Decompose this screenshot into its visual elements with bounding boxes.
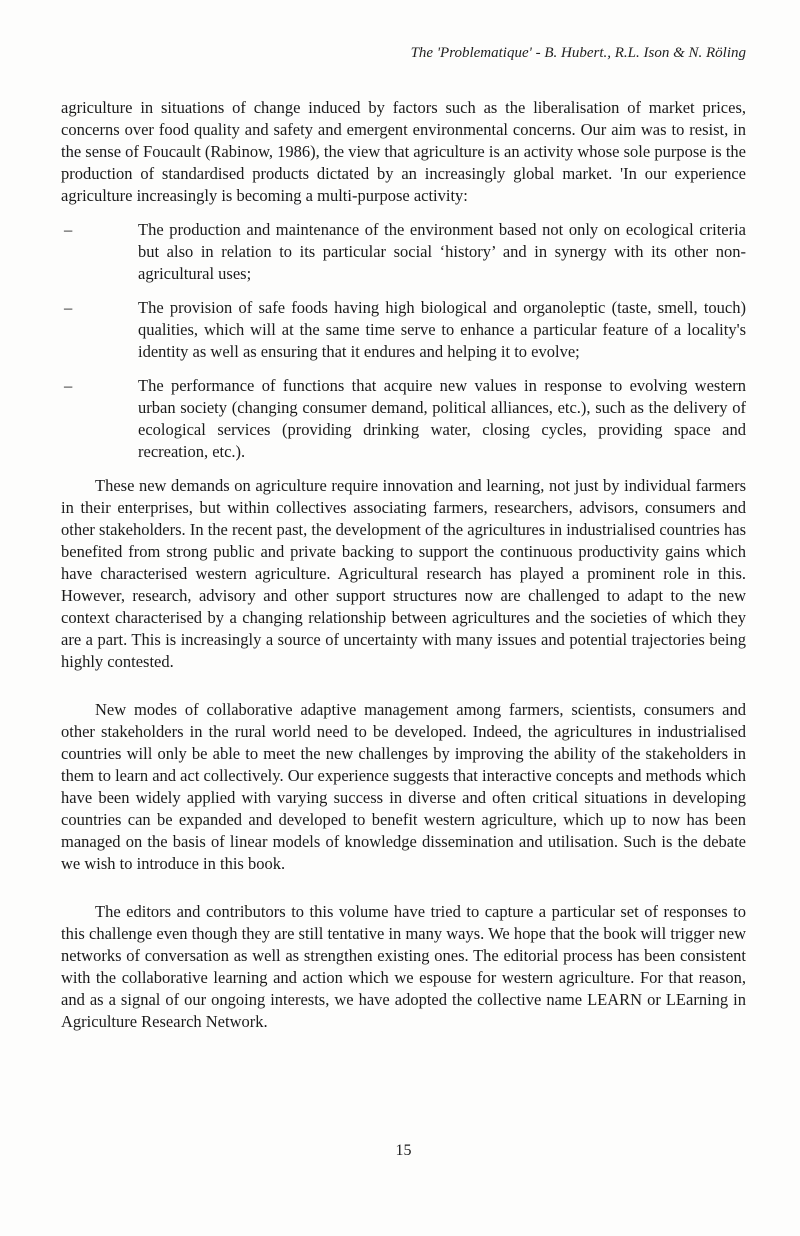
- page-number: 15: [395, 1142, 412, 1159]
- dash-marker: –: [64, 376, 73, 395]
- list-item: [61, 297, 746, 363]
- body-paragraph: These new demands on agriculture require innovation and learning, not just by individual farmers in their enterprises, but within collectives associating farmers, researchers, advisors, consumers and other stakeholders. In the recent past, the development of the agricultures in industrialised countries has benefited from strong public and private backing to support the continuous productivity gains which have characterised western agriculture. Agricultural research has played a prominent role in this. However, research, advisory and other support structures now are challenged to adapt to the new context characterised by a changing relationship between agricultures and the societies of which they are a part. This is increasingly a source of uncertainty with many issues and potential trajectories being highly contested.: [61, 476, 746, 671]
- page-body: [61, 97, 746, 1033]
- running-header: The 'Problematique' - B. Hubert., R.L. Ison & N. Röling: [410, 45, 746, 61]
- list-item: [61, 219, 746, 285]
- dash-marker: –: [64, 220, 73, 239]
- body-paragraph: The editors and contributors to this volume have tried to capture a particular set of responses to this challenge even though they are still tentative in many ways. We hope that the book will trigger new networks of conversation as well as strengthen existing ones. The editorial process has been consistent with the collaborative learning and action which we espouse for western agriculture. For that reason, and as a signal of our ongoing interests, we have adopted the collective name LEARN or LEarning in Agriculture Research Network.: [61, 902, 746, 1031]
- list-item: [61, 375, 746, 463]
- bullet-list: [61, 219, 746, 463]
- paragraph-intro: agriculture in situations of change induced by factors such as the liberalisation of market prices, concerns over food quality and safety and emergent environmental concerns. Our aim was to resist, in the sense of Foucault (Rabinow, 1986), the view that agriculture is an activity whose sole purpose is the production of standardised products dictated by an increasingly global market. 'In our experience agriculture increasingly is becoming a multi-purpose activity:: [61, 98, 746, 205]
- dash-marker: –: [64, 298, 73, 317]
- list-item-text: The provision of safe foods having high biological and organoleptic (taste, smell, touch) qualities, which will at the same time serve to enhance a particular feature of a locality's identity as well as ensuring that it endures and helping it to evolve;: [138, 298, 746, 361]
- list-item-text: The performance of functions that acquire new values in response to evolving western urban society (changing consumer demand, political alliances, etc.), such as the delivery of ecological services (providing drinking water, closing cycles, providing space and recreation, etc.).: [138, 376, 746, 461]
- body-paragraph: New modes of collaborative adaptive management among farmers, scientists, consumers and other stakeholders in the rural world need to be developed. Indeed, the agricultures in industrialised countries will only be able to meet the new challenges by improving the ability of the stakeholders in them to learn and act collectively. Our experience suggests that interactive concepts and methods which have been widely applied with varying success in diverse and often critical situations in developing countries can be expanded and developed to benefit western agriculture, which up to now has been managed on the basis of linear models of knowledge dissemination and utilisation. Such is the debate we wish to introduce in this book.: [61, 700, 746, 873]
- list-item-text: The production and maintenance of the environment based not only on ecological criteria but also in relation to its particular social ‘history’ and in synergy with its other non-agricultural uses;: [138, 220, 746, 283]
